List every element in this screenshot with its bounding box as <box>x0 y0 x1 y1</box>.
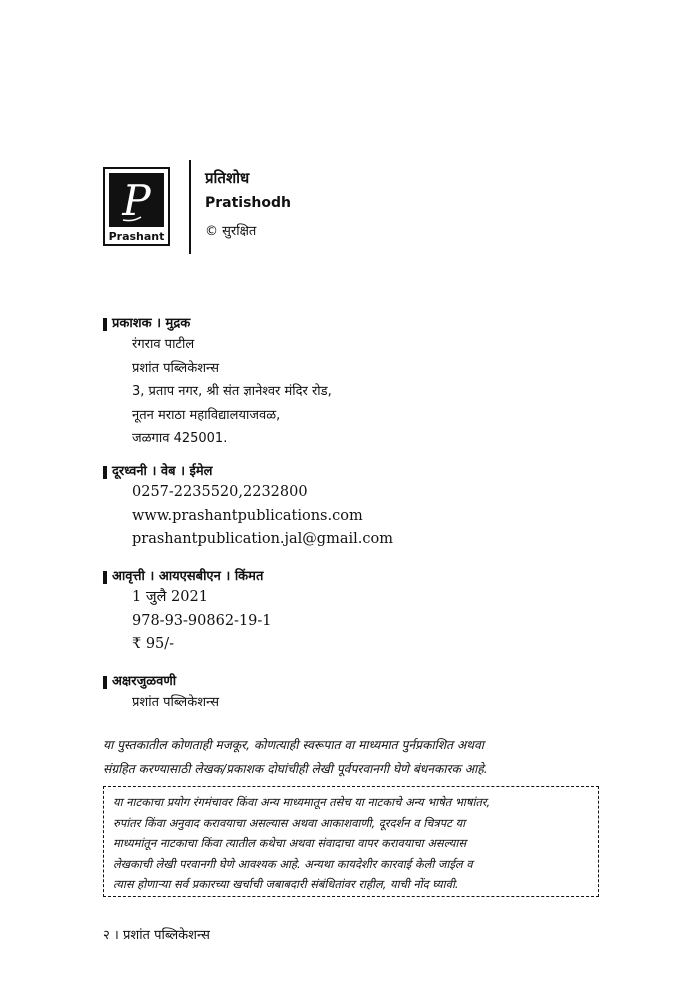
email-address: prashantpublication.jal@gmail.com <box>132 531 393 547</box>
book-title-english: Pratishodh <box>205 195 292 211</box>
copyright-notice: © सुरक्षित <box>205 224 257 239</box>
edition-date: 1 जुलै 2021 <box>132 589 208 605</box>
typesetter-name: प्रशांत पब्लिकेशन्स <box>132 695 220 710</box>
heading-bar <box>103 571 107 584</box>
price: ₹ 95/- <box>132 636 175 652</box>
svg-text:P: P <box>122 176 151 225</box>
section-heading: अक्षरजुळवणी <box>103 673 219 691</box>
heading-bar <box>103 466 107 479</box>
website-url: www.prashantpublications.com <box>132 507 363 524</box>
publisher-name: रंगराव पाटील <box>132 337 195 352</box>
publisher-logo <box>103 167 170 246</box>
publisher-company: प्रशांत पब्लिकेशन्स <box>132 360 220 376</box>
notice-line: या पुस्तकातील कोणताही मजकूर, कोणत्याही स्वरूपात वा माध्यमात पुर्नप्रकाशित अथवा <box>103 738 484 752</box>
publisher-address-line: नूतन मराठा महाविद्यालयाजवळ, <box>132 407 281 423</box>
section-heading: प्रकाशक । मुद्रक <box>103 315 332 333</box>
logo-mark <box>109 173 164 227</box>
box-line: त्यास होणाऱ्या सर्व प्रकारच्या खर्चाची जबाबदारी संबंधितांवर राहील, याची नोंद घ्यावी. <box>113 877 459 891</box>
box-line: माध्यमांतून नाटकाचा किंवा त्यातील कथेचा अथवा संवादाचा वापर करावयाचा असल्यास <box>113 836 467 850</box>
book-title-marathi: प्रतिशोध <box>205 169 250 187</box>
isbn: 978-93-90862-19-1 <box>132 612 272 629</box>
box-line: रुपांतर किंवा अनुवाद करावयाचा असल्यास अथवा आकाशवाणी, दूरदर्शन व चित्रपट या <box>113 815 466 830</box>
phone-number: 0257-2235520,2232800 <box>132 484 308 500</box>
logo-brand-text: Prashant <box>108 230 165 243</box>
vertical-divider <box>189 160 191 254</box>
copyright-notice-paragraph <box>103 733 599 781</box>
logo-p-icon <box>109 173 164 227</box>
section-heading: दूरध्वनी । वेब । ईमेल <box>103 463 393 481</box>
section-heading: आवृत्ती । आयएसबीएन । किंमत <box>103 568 272 586</box>
title-block <box>205 168 291 241</box>
publisher-section <box>103 315 332 451</box>
typesetting-section <box>103 673 219 715</box>
performance-rights-box <box>103 786 599 897</box>
box-line: या नाटकाचा प्रयोग रंगमंचावर किंवा अन्य माध्यमातून तसेच या नाटकाचे अन्य भाषेत भाषांतर, <box>113 795 491 809</box>
edition-section <box>103 568 272 657</box>
contact-section <box>103 463 393 552</box>
page-footer: २ । प्रशांत पब्लिकेशन्स <box>103 928 210 943</box>
box-line: लेखकाची लेखी परवानगी घेणे आवश्यक आहे. अन्यथा कायदेशीर कारवाई केली जाईल व <box>113 856 473 871</box>
publisher-address-line: 3, प्रताप नगर, श्री संत ज्ञानेश्वर मंदिर रोड, <box>132 384 332 399</box>
heading-bar <box>103 318 107 331</box>
publisher-address-line: जळगाव 425001. <box>132 431 228 446</box>
notice-line: संग्रहित करण्यासाठी लेखक/प्रकाशक दोघांचीही लेखी पूर्वपरवानगी घेणे बंधनकारक आहे. <box>103 762 488 776</box>
heading-bar <box>103 676 107 689</box>
